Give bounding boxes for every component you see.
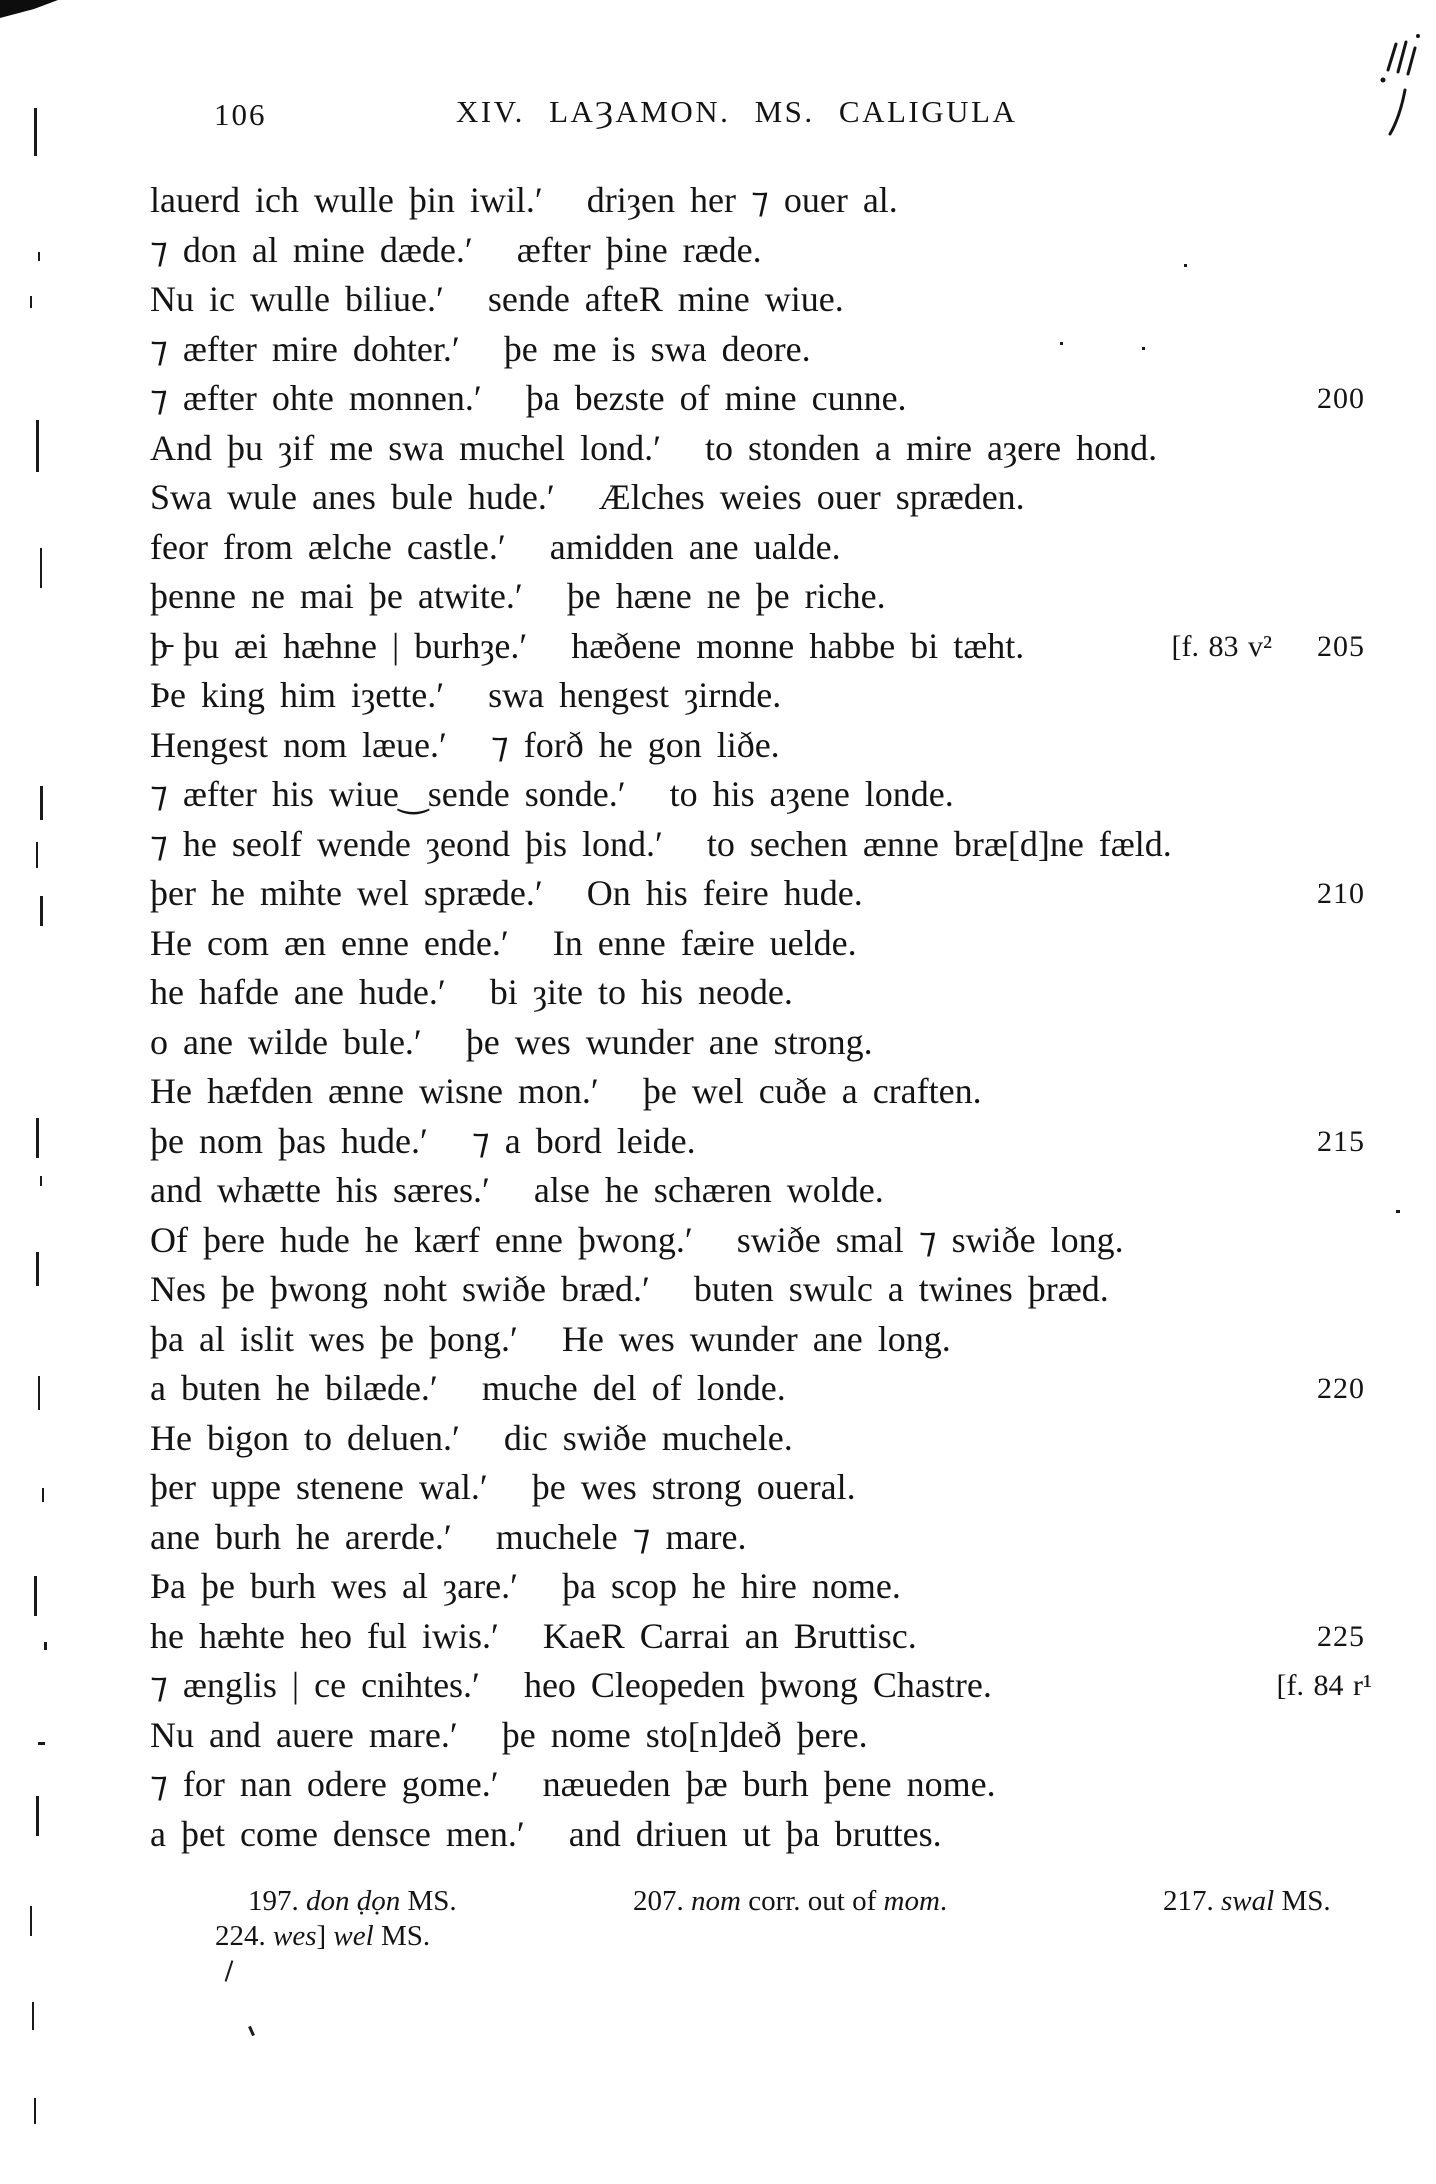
half-line-a: ⁊ ænglis | ce cnihtes.ʹ (150, 1665, 480, 1705)
half-line-a: lauerd ich wulle þin iwil.ʹ (150, 180, 543, 220)
half-line-b: swa hengest ȝirnde. (488, 675, 782, 715)
page-header-title: XIV. LAȜAMON. MS. CALIGULA (456, 94, 1018, 129)
verse-line (150, 869, 1436, 919)
verse-line (150, 820, 1436, 870)
half-line-b: þa bezste of mine cunne. (525, 378, 907, 418)
half-line-a: feor from ælche castle.ʹ (150, 526, 506, 567)
verse-line (150, 226, 1436, 276)
half-line-a: He hæfden ænne wisne mon.ʹ (150, 1071, 599, 1111)
verse-line-number: 220 (1317, 1372, 1365, 1405)
half-line-b: He wes wunder ane long. (561, 1318, 951, 1359)
half-line-a: ⁊ æfter mire dohter.ʹ (150, 328, 460, 369)
scan-artifact (1396, 1210, 1400, 1213)
half-line-b: næueden þæ burh þene nome. (542, 1764, 996, 1804)
scan-artifact (38, 1742, 45, 1745)
verse-line (150, 721, 1436, 771)
footnote-text: ] (316, 1920, 327, 1952)
half-line-a: Þa þe burh wes al ȝare.ʹ (150, 1566, 518, 1606)
verse-line (150, 1018, 1436, 1068)
poem-text-block (150, 176, 1436, 1859)
footnotes-block (0, 1884, 1436, 1954)
verse-line (150, 770, 1436, 820)
verse-line (150, 1216, 1436, 1266)
verse-line (150, 325, 1436, 375)
verse-line (150, 473, 1436, 523)
verse-line-number: 200 (1317, 382, 1365, 415)
scan-artifact (30, 296, 32, 308)
half-line-b: þe me is swa deore. (503, 328, 811, 369)
scan-artifact (36, 842, 38, 868)
verse-line (150, 1265, 1436, 1315)
half-line-a: o ane wilde bule.ʹ (150, 1021, 422, 1062)
verse-line (150, 1562, 1436, 1612)
scan-artifact (34, 2098, 36, 2124)
half-line-b: þe hæne ne þe riche. (566, 576, 886, 616)
verse-line (150, 572, 1436, 622)
footnote-lemma: nom (691, 1885, 741, 1917)
half-line-a: a þet come densce men.ʹ (150, 1813, 525, 1854)
scan-artifact (42, 1488, 44, 1502)
half-line-a: Nu ic wulle biliue.ʹ (150, 279, 444, 319)
scan-artifact (248, 2026, 255, 2036)
half-line-a: He bigon to deluen.ʹ (150, 1417, 460, 1458)
half-line-b: þe wes strong oueral. (531, 1467, 856, 1507)
half-line-a: Nu and auere mare.ʹ (150, 1714, 458, 1755)
verse-line (150, 1612, 1436, 1662)
scan-artifact (0, 0, 62, 20)
half-line-a: þer uppe stenene wal.ʹ (150, 1467, 488, 1507)
scan-artifact (1374, 28, 1428, 138)
scan-artifact (44, 1642, 47, 1650)
footnote-line-number: 207. (633, 1885, 684, 1917)
half-line-a: Of þere hude he kærf enne þwong.ʹ (150, 1219, 693, 1260)
verse-line (150, 374, 1436, 424)
folio-reference: [f. 83 v² (1171, 629, 1272, 663)
footnote-lemma: mom (883, 1885, 940, 1917)
verse-line (150, 424, 1436, 474)
half-line-b: þe nome sto[n]deð þere. (501, 1714, 868, 1755)
verse-line (150, 275, 1436, 325)
half-line-b: to sechen ænne bræ[d]ne fæld. (706, 823, 1172, 864)
scan-artifact (40, 1176, 42, 1186)
scan-artifact (40, 786, 43, 820)
footnote-row (0, 1919, 1436, 1954)
verse-line-number: 205 (1317, 629, 1365, 663)
verse-line (150, 1067, 1436, 1117)
half-line-b: buten swulc a twines þræd. (693, 1269, 1109, 1309)
half-line-b: swiðe smal ⁊ swiðe long. (736, 1219, 1124, 1260)
footnote-text: corr. out of (748, 1885, 877, 1917)
half-line-b: alse he schæren wolde. (533, 1170, 884, 1210)
scan-artifact (40, 548, 42, 588)
verse-line (150, 1711, 1436, 1761)
footnote (1163, 1884, 1331, 1919)
footnote-text: MS. (380, 1920, 431, 1952)
verse-line (150, 919, 1436, 969)
half-line-b: muchele ⁊ mare. (495, 1516, 747, 1557)
half-line-b: to his aȝene londe. (669, 774, 954, 814)
verse-line (150, 1760, 1436, 1810)
half-line-b: sende afteR mine wiue. (487, 279, 844, 319)
half-line-b: dic swiðe muchele. (503, 1417, 793, 1458)
page-number: 106 (214, 97, 267, 132)
half-line-b: æfter þine ræde. (516, 229, 762, 270)
verse-line (150, 1117, 1436, 1167)
footnote-line-number: 224. (215, 1920, 266, 1952)
verse-line-number: 210 (1317, 877, 1365, 910)
half-line-b: ⁊ forð he gon liðe. (490, 724, 780, 765)
half-line-a: þer he mihte wel spræde.ʹ (150, 873, 543, 913)
folio-reference: [f. 84 r¹ (1276, 1669, 1372, 1702)
half-line-a: Hengest nom læue.ʹ (150, 724, 447, 765)
half-line-a: þe nom þas hude.ʹ (150, 1120, 428, 1161)
half-line-b: to stonden a mire aȝere hond. (705, 427, 1158, 468)
scan-artifact (225, 1960, 234, 1982)
half-line-a: He com æn enne ende.ʹ (150, 922, 509, 963)
half-line-b: On his feire hude. (586, 873, 863, 913)
footnote-lemma: wel (333, 1920, 374, 1952)
half-line-a: he hæhte heo ful iwis.ʹ (150, 1615, 499, 1656)
verse-line (150, 1513, 1436, 1563)
half-line-a: þenne ne mai þe atwite.ʹ (150, 576, 523, 616)
half-line-b: þe wes wunder ane strong. (465, 1021, 873, 1062)
scan-artifact (40, 896, 43, 926)
scan-artifact (36, 420, 39, 472)
half-line-b: muche del of londe. (481, 1368, 786, 1408)
scan-artifact (32, 2002, 34, 2030)
half-line-a: a buten he bilæde.ʹ (150, 1368, 438, 1408)
scan-artifact (36, 1796, 39, 1836)
footnote-lemma: wes (273, 1920, 317, 1952)
half-line-a: ⁊ for nan odere gome.ʹ (150, 1764, 499, 1804)
verse-line (150, 1810, 1436, 1860)
scan-artifact (34, 108, 37, 156)
footnote (215, 1919, 430, 1954)
verse-line (150, 1414, 1436, 1464)
scan-artifact (34, 1576, 37, 1616)
footnote-text: . (939, 1885, 948, 1917)
half-line-a: and whætte his særes.ʹ (150, 1170, 490, 1210)
footnote-text: MS. (407, 1885, 457, 1917)
half-line-a: Þe king him iȝette.ʹ (150, 675, 445, 715)
half-line-a: þ̵ þu æi hæhne | burhȝe.ʹ (150, 625, 528, 666)
footnote-line-number: 217. (1163, 1885, 1214, 1917)
half-line-b: Ælches weies ouer spræden. (598, 477, 1025, 517)
scan-artifact (38, 1376, 40, 1410)
half-line-a: he hafde ane hude.ʹ (150, 972, 446, 1012)
half-line-b: ⁊ a bord leide. (471, 1120, 696, 1161)
scan-artifact (36, 1118, 39, 1158)
verse-line (150, 176, 1436, 226)
verse-line (150, 1661, 1436, 1711)
verse-line (150, 1166, 1436, 1216)
footnote-lemma: don ḍọn (306, 1885, 401, 1917)
footnote-lemma: swal (1221, 1885, 1275, 1917)
footnote (633, 1884, 947, 1919)
half-line-a: Swa wule anes bule hude.ʹ (150, 477, 555, 517)
half-line-b: KaeR Carrai an Bruttisc. (542, 1615, 917, 1656)
verse-line (150, 671, 1436, 721)
footnote (248, 1884, 457, 1919)
half-line-b: driȝen her ⁊ ouer al. (586, 180, 898, 220)
half-line-b: heo Cleopeden þwong Chastre. (523, 1665, 992, 1705)
verse-line (150, 622, 1436, 672)
verse-line-number: 215 (1317, 1124, 1365, 1158)
half-line-a: ⁊ æfter his wiue‿sende sonde.ʹ (150, 774, 626, 814)
scan-artifact (1184, 264, 1187, 267)
scan-artifact (36, 1252, 39, 1286)
half-line-b: bi ȝite to his neode. (489, 972, 793, 1012)
scan-artifact (30, 1906, 32, 1936)
scan-artifact (1060, 342, 1063, 345)
footnote-line-number: 197. (248, 1885, 299, 1917)
verse-line (150, 1463, 1436, 1513)
scan-artifact (1142, 347, 1145, 350)
footnote-text: MS. (1281, 1885, 1331, 1917)
footnote-row (0, 1884, 1436, 1919)
half-line-a: And þu ȝif me swa muchel lond.ʹ (150, 427, 662, 468)
half-line-a: ⁊ don al mine dæde.ʹ (150, 229, 473, 270)
half-line-a: ane burh he arerde.ʹ (150, 1516, 452, 1557)
half-line-a: Nes þe þwong noht swiðe bræd.ʹ (150, 1269, 650, 1309)
scan-artifact (38, 252, 40, 261)
half-line-a: ⁊ he seolf wende ȝeond þis lond.ʹ (150, 823, 663, 864)
verse-line-number: 225 (1317, 1619, 1365, 1653)
half-line-b: amidden ane ualde. (549, 526, 841, 567)
half-line-b: þe wel cuðe a craften. (642, 1071, 982, 1111)
half-line-a: þa al islit wes þe þong.ʹ (150, 1318, 518, 1359)
verse-line (150, 968, 1436, 1018)
verse-line (150, 523, 1436, 573)
half-line-b: and driuen ut þa bruttes. (568, 1813, 942, 1854)
half-line-b: þa scop he hire nome. (561, 1566, 901, 1606)
verse-line (150, 1315, 1436, 1365)
half-line-b: In enne fæire uelde. (552, 922, 857, 963)
half-line-a: ⁊ æfter ohte monnen.ʹ (150, 378, 482, 418)
half-line-b: hæðene monne habbe bi tæht. (571, 625, 1025, 666)
verse-line (150, 1364, 1436, 1414)
